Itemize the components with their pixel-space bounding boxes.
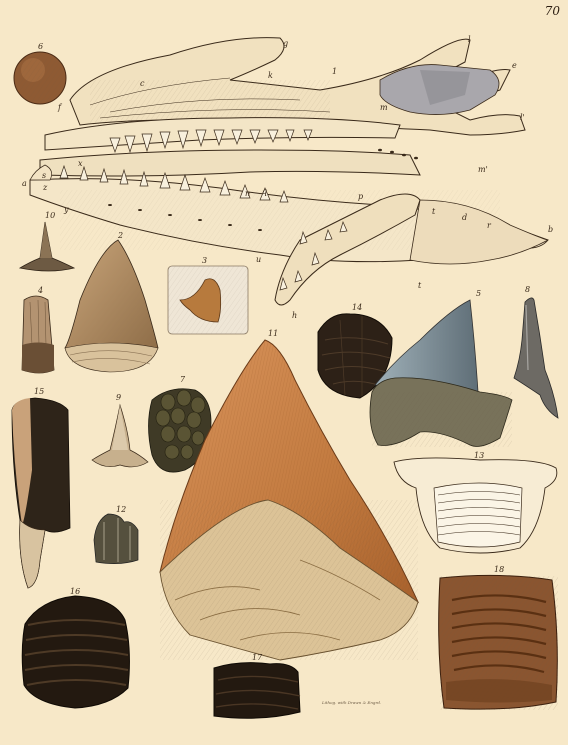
fig16-molar	[22, 596, 129, 708]
skull-letter: t	[418, 281, 422, 290]
skull-letter: a	[22, 179, 27, 188]
skull-lower-jaw	[40, 150, 420, 176]
skull-letter: c	[140, 79, 145, 88]
skull-letter: q	[262, 187, 268, 196]
fig5-tooth	[370, 300, 512, 447]
skull-letter: z	[43, 183, 48, 192]
label-fig8: 8	[525, 285, 531, 294]
skull-letter: n	[245, 189, 251, 198]
skull-letter: l'	[520, 113, 525, 122]
label-fig10: 10	[45, 211, 56, 220]
skull-letter: h	[292, 311, 298, 320]
label-fig18: 18	[494, 565, 505, 574]
label-fig17: 17	[252, 653, 263, 662]
skull-letter: s	[42, 171, 47, 180]
label-fig11: 11	[268, 329, 279, 338]
skull-letter: e	[512, 61, 517, 70]
label-fig1: 1	[332, 67, 338, 76]
skull-letter: m'	[478, 165, 488, 174]
skull-letter: r	[487, 221, 491, 230]
skull-letter: u	[256, 255, 262, 264]
skull-letter: m	[380, 103, 388, 112]
label-fig5: 5	[476, 289, 482, 298]
label-fig16: 16	[70, 587, 81, 596]
label-fig14: 14	[352, 303, 363, 312]
skull-letter: y	[64, 205, 69, 214]
skull-letter: b	[548, 225, 554, 234]
label-fig12: 12	[116, 505, 127, 514]
fig12-tooth	[94, 514, 138, 564]
skull-letter: f	[58, 103, 61, 112]
fig3-tooth-matrix	[168, 266, 248, 334]
skull-letter: x	[78, 159, 83, 168]
label-fig15: 15	[34, 387, 45, 396]
fig4-tooth	[22, 296, 54, 373]
skull-letter: t	[432, 207, 436, 216]
fig15-tooth	[12, 398, 70, 588]
fig18-plate	[439, 575, 558, 710]
label-fig13: 13	[474, 451, 485, 460]
label-fig3: 3	[202, 256, 208, 265]
fig13-vertebra	[394, 458, 557, 553]
label-fig4: 4	[38, 286, 44, 295]
fig8-tooth	[514, 298, 558, 418]
skull-letter: d	[462, 213, 468, 222]
engraver-credit: Lithog. with Drawn & Engrd.	[322, 700, 382, 705]
fig9-tooth	[92, 405, 148, 467]
label-fig6: 6	[38, 42, 44, 51]
label-fig9: 9	[116, 393, 122, 402]
fig17-block	[214, 663, 300, 719]
plate-number: 70	[544, 4, 560, 18]
skull-letter: g	[283, 39, 289, 48]
fig2-tooth	[65, 240, 158, 372]
skull-letter: k	[268, 71, 273, 80]
skull-letter: l	[468, 35, 471, 44]
label-fig2: 2	[118, 231, 124, 240]
label-fig7: 7	[180, 375, 186, 384]
skull-letter: p	[358, 192, 364, 201]
